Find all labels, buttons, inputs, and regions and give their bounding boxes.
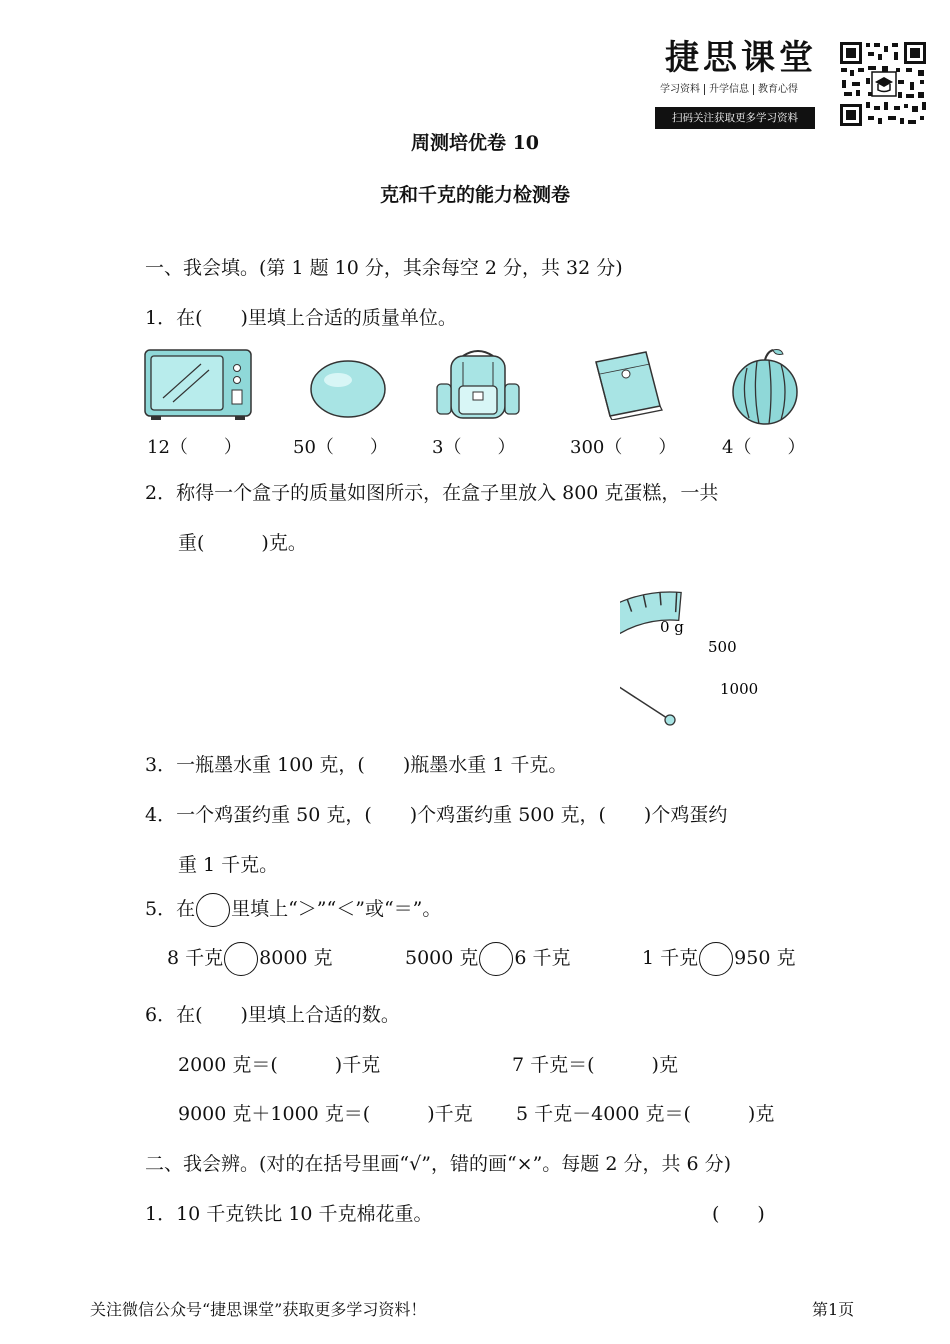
question-2-line2: 重( )克。 [178,532,307,554]
q1-item-label: 3（ ） [432,437,516,458]
microwave-oven-icon [143,346,255,422]
watermelon-icon [727,346,803,426]
answer-circle[interactable] [699,942,733,976]
q1-item-label: 4（ ） [722,437,806,458]
question-6: 6．在( )里填上合适的数。 [145,1004,400,1026]
scale-label-500: 500 [708,638,737,656]
q5-right: 8000 克 [259,947,333,969]
section2-question-1: 1．10 千克铁比 10 千克棉花重。 [145,1203,433,1225]
question-1: 1．在( )里填上合适的质量单位。 [145,307,457,329]
backpack-icon [433,348,523,422]
page-subtitle: 克和千克的能力检测卷 [379,184,570,206]
scale-label-0: 0 g [660,618,684,636]
q5-pair [642,942,795,976]
question-2-line1: 2．称得一个盒子的质量如图所示，在盒子里放入 800 克蛋糕，一共 [145,482,719,504]
book-icon [590,348,666,420]
brand-tags [656,80,802,95]
brand-tag: 教育心得 [758,84,798,95]
question-4-line1: 4．一个鸡蛋约重 50 克，( )个鸡蛋约重 500 克，( )个鸡蛋约 [145,804,728,826]
q6-row2b: 5 千克－4000 克＝( )克 [516,1103,775,1125]
answer-circle[interactable] [479,942,513,976]
q5-pair [405,942,571,976]
q6-row1a: 2000 克＝( )千克 [178,1054,381,1076]
section1-heading: 一、我会填。(第 1 题 10 分，其余每空 2 分，共 32 分) [145,257,623,279]
scale-dial [620,570,810,730]
q5-pair [167,942,333,976]
q5-left: 8 千克 [167,947,224,969]
egg-icon [308,358,388,420]
brand-tag: 学习资料 [656,84,705,95]
brand-name: 捷思课堂 [665,38,817,78]
scale-tick [660,592,661,605]
scale-needle-pivot [665,715,675,725]
answer-circle[interactable] [224,942,258,976]
answer-circle[interactable] [196,893,230,927]
brand-slogan: 扫码关注获取更多学习资料 [655,107,815,129]
question-4-line2: 重 1 千克。 [178,854,279,876]
brand-tag: 升学信息 [705,84,754,95]
scale-dial-band [620,592,681,730]
q5-left: 1 千克 [642,947,699,969]
q5-right: 6 千克 [514,947,571,969]
q5-left: 5000 克 [405,947,479,969]
q5-right: 950 克 [734,947,796,969]
footer-note: 关注微信公众号“捷思课堂”获取更多学习资料！ [90,1300,427,1319]
page-title: 周测培优卷 10 [410,132,540,154]
q5-text-b: 里填上“＞”“＜”或“＝”。 [231,898,442,920]
q6-row1b: 7 千克＝( )克 [512,1054,678,1076]
q5-text-a: 5．在 [145,898,196,920]
q1-item-label: 50（ ） [293,437,388,458]
scale-label-1000: 1000 [720,680,759,698]
q1-item-label: 12（ ） [147,437,242,458]
scale-tick [676,592,677,612]
page-number: 第1页 [812,1300,855,1319]
scale-needle [620,664,670,720]
question-3: 3．一瓶墨水重 100 克，( )瓶墨水重 1 千克。 [145,754,568,776]
qr-code-icon [838,40,928,128]
q1-item-label: 300（ ） [570,437,677,458]
section2-heading: 二、我会辨。(对的在括号里画“√”，错的画“×”。每题 2 分，共 6 分) [145,1153,732,1175]
q6-row2a: 9000 克＋1000 克＝( )千克 [178,1103,473,1125]
answer-bracket[interactable]: ( ) [712,1203,765,1225]
question-5 [145,893,441,927]
